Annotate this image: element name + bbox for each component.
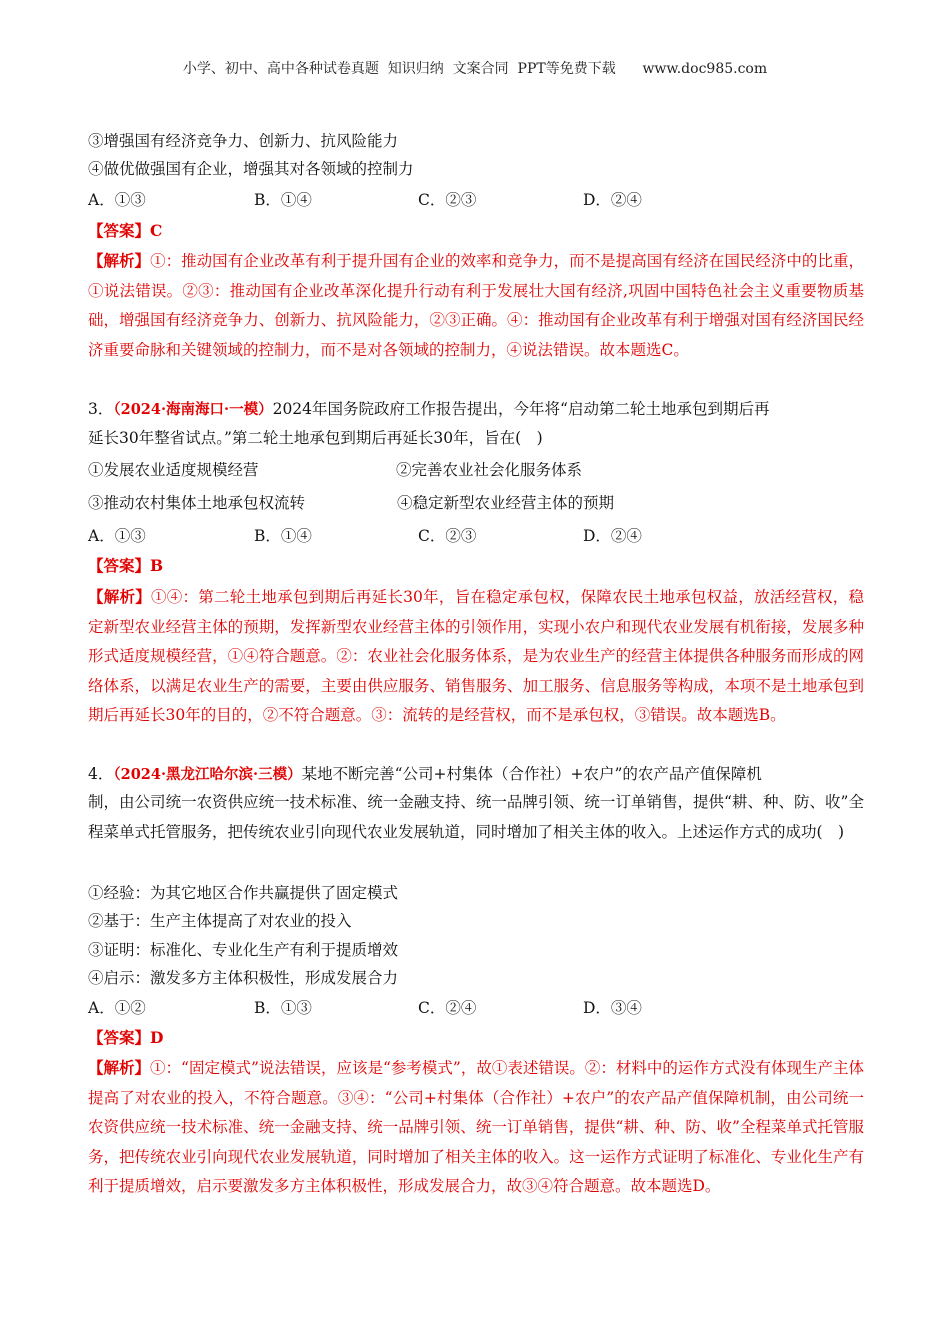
q3-analysis bbox=[88, 582, 864, 731]
q3-item-4: ④稳定新型农业经营主体的预期 bbox=[397, 494, 615, 512]
q3-source: （2024·海南海口·一模） bbox=[113, 401, 273, 418]
q3-item-3: ③推动农村集体土地承包权流转 bbox=[88, 494, 306, 512]
q3-stem-line1 bbox=[88, 399, 769, 420]
q2-item-4: ④做优做强国有企业，增强其对各领域的控制力 bbox=[88, 160, 414, 178]
q3-number: 3． bbox=[88, 400, 114, 418]
q4-stem-text1: 某地不断完善“公司+村集体（合作社）+农户”的农产品产值保障机 bbox=[301, 765, 762, 783]
q3-analysis-label: 【解析】 bbox=[88, 587, 152, 606]
q3-option-c: C．②③ bbox=[418, 527, 477, 545]
q2-answer: 【答案】C bbox=[88, 221, 163, 240]
q3-item-1: ①发展农业适度规模经营 bbox=[88, 461, 259, 479]
q4-item-1: ①经验：为其它地区合作共赢提供了固定模式 bbox=[88, 884, 399, 902]
q2-analysis bbox=[88, 246, 864, 365]
q4-answer: 【答案】D bbox=[88, 1028, 164, 1047]
q3-analysis-text: ①④：第二轮土地承包到期后再延长30年，旨在稳定承包权，保障农民土地承包权益，放活经营权，稳定新型农业经营主体的预期，发挥新型农业经营主体的引领作用，实现小农户和现代农业发展有机衔接，发展多种形式适度规模经营，①④符合题意。②：农业社会化服务体系，是为农业生产的经营主体提供各种服务而形成的网络体系，以满足农业生产的需要，主要由供应服务、销售服务、加工服务、信息服务等构成，本项不是土地承包到期后再延长30年的目的，②不符合题意。③：流转的是经营权，而不是承包权，③错误。故本题选B。 bbox=[88, 588, 864, 724]
q4-stem-rest: 制，由公司统一农资供应统一技术标准、统一金融支持、统一品牌引领、统一订单销售，提供“耕、种、防、收”全程菜单式托管服务，把传统农业引向现代农业发展轨道，同时增加了相关主体的收入。上述运作方式的成功( ) bbox=[88, 793, 864, 841]
q3-stem-text1: 2024年国务院政府工作报告提出，今年将“启动第二轮土地承包到期后再 bbox=[272, 400, 770, 418]
q4-analysis-text: ①：“固定模式”说法错误，应该是“参考模式”，故①表述错误。②：材料中的运作方式没有体现生产主体提高了对农业的投入，不符合题意。③④：“公司+村集体（合作社）+农户”的农产品产值保障机制，由公司统一农资供应统一技术标准、统一金融支持、统一品牌引领、统一订单销售，提供“耕、种、防、收”全程菜单式托管服务，把传统农业引向现代农业发展轨道，同时增加了相关主体的收入。这一运作方式证明了标准化、专业化生产有利于提质增效，启示要激发多方主体积极性，形成发展合力，故③④符合题意。故本题选D。 bbox=[88, 1059, 864, 1195]
q2-option-d: D．②④ bbox=[583, 191, 642, 209]
q3-option-d: D．②④ bbox=[583, 527, 642, 545]
q4-option-a: A．①② bbox=[88, 999, 146, 1017]
q3-option-a: A．①③ bbox=[88, 527, 146, 545]
q2-option-a: A．①③ bbox=[88, 191, 146, 209]
q3-answer: 【答案】B bbox=[88, 556, 164, 575]
q4-option-b: B．①③ bbox=[254, 999, 312, 1017]
q2-analysis-text: ①：推动国有企业改革有利于提升国有企业的效率和竞争力，而不是提高国有经济在国民经济中的比重，①说法错误。②③：推动国有企业改革深化提升行动有利于发展壮大国有经济,巩固中国特色社会主义重要物质基础，增强国有经济竞争力、创新力、抗风险能力，②③正确。④：推动国有企业改革有利于增强对国有经济国民经济重要命脉和关键领域的控制力，而不是对各领域的控制力，④说法错误。故本题选C。 bbox=[88, 252, 864, 359]
q4-item-4: ④启示：激发多方主体积极性，形成发展合力 bbox=[88, 969, 399, 987]
q4-option-d: D．③④ bbox=[583, 999, 642, 1017]
q3-stem-line2: 延长30年整省试点。”第二轮土地承包到期后再延长30年，旨在( ) bbox=[88, 429, 543, 447]
q4-number: 4． bbox=[88, 765, 114, 783]
q4-stem-line1 bbox=[88, 764, 762, 785]
q4-source: （2024·黑龙江哈尔滨·三模） bbox=[113, 766, 302, 783]
q2-option-c: C．②③ bbox=[418, 191, 477, 209]
q2-item-3: ③增强国有经济竞争力、创新力、抗风险能力 bbox=[88, 132, 399, 150]
q4-item-2: ②基于：生产主体提高了对农业的投入 bbox=[88, 912, 352, 930]
q4-item-3: ③证明：标准化、专业化生产有利于提质增效 bbox=[88, 941, 399, 959]
q2-analysis-label: 【解析】 bbox=[88, 251, 151, 270]
q3-option-b: B．①④ bbox=[254, 527, 312, 545]
q4-option-c: C．②④ bbox=[418, 999, 477, 1017]
q4-analysis-label: 【解析】 bbox=[88, 1058, 151, 1077]
page-header: 小学、初中、高中各种试卷真题 知识归纳 文案合同 PPT等免费下载 www.doc985.com bbox=[182, 61, 768, 77]
q2-option-b: B．①④ bbox=[254, 191, 312, 209]
q4-analysis bbox=[88, 1053, 864, 1202]
q3-item-2: ②完善农业社会化服务体系 bbox=[396, 461, 583, 479]
